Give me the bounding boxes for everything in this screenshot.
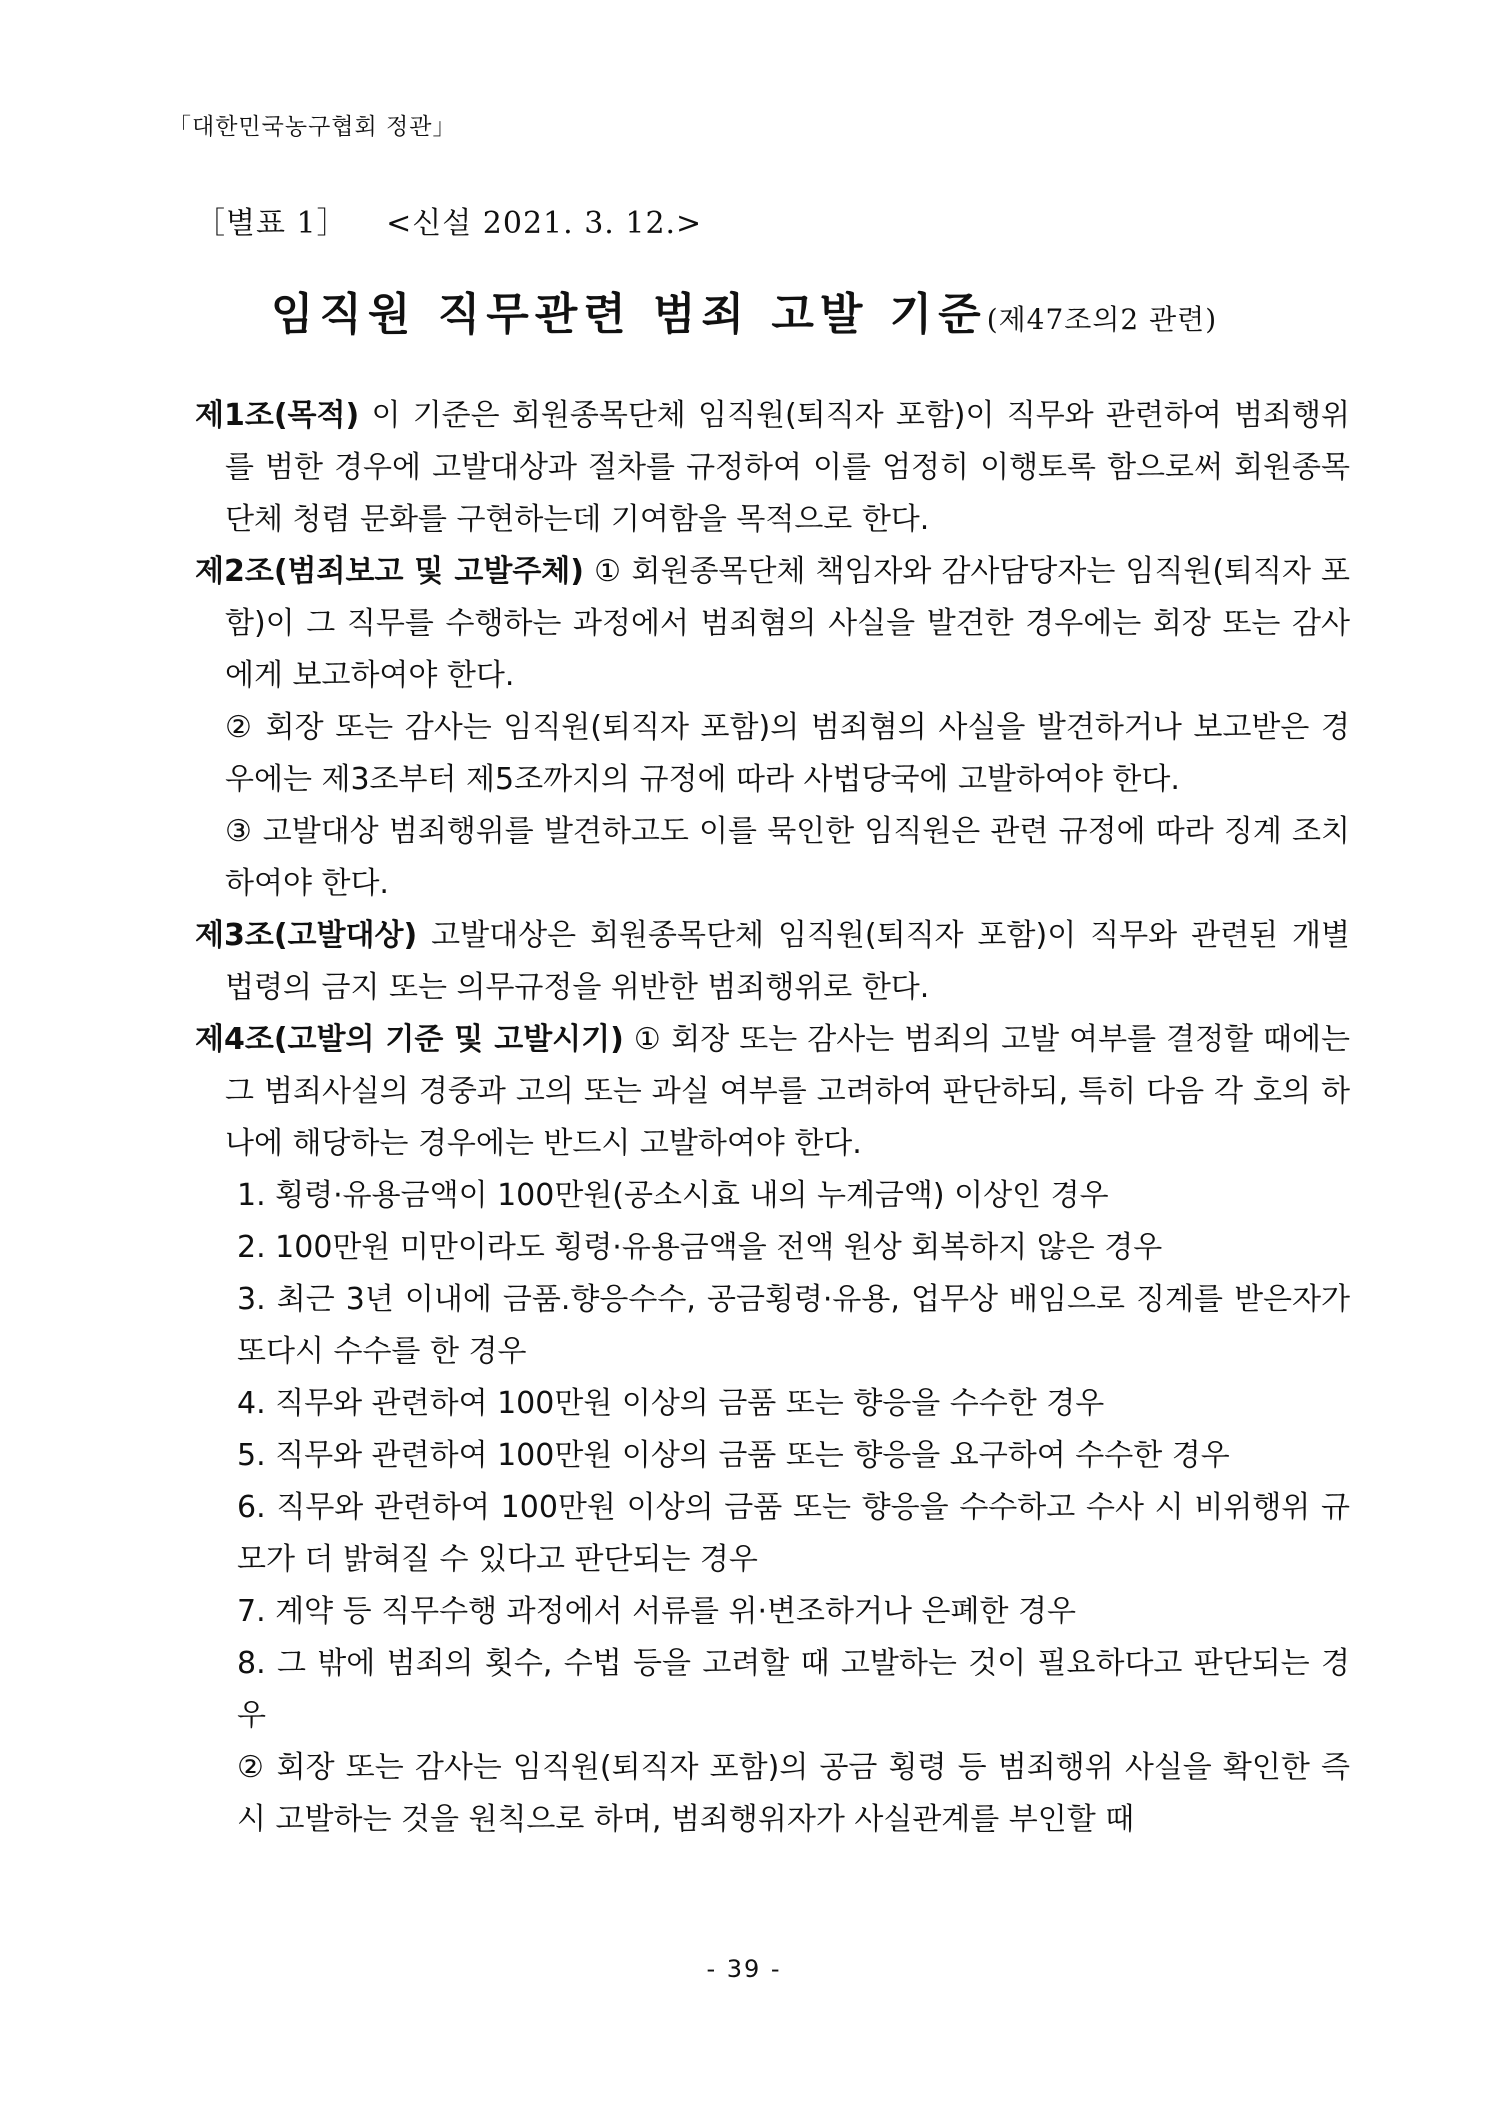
article-4-para-2: ② 회장 또는 감사는 임직원(퇴직자 포함)의 공금 횡령 등 범죄행위 사실을 확인한 즉시 고발하는 것을 원칙으로 하며, 범죄행위자가 사실관계를 부인할 때 [237, 1750, 1350, 1837]
page-title-sub: (제47조의2 관련) [986, 303, 1218, 336]
article-4-item-5: 5. 직무와 관련하여 100만원 이상의 금품 또는 향응을 요구하여 수수한 경우 [237, 1438, 1230, 1473]
article-3 [195, 910, 1350, 1014]
article-1 [195, 390, 1350, 546]
page-number: - 39 - [706, 1955, 782, 1983]
article-1-heading: 제1조(목적) [195, 398, 360, 433]
annex-label: ［별표 1］ [195, 206, 348, 241]
article-4-item-6: 6. 직무와 관련하여 100만원 이상의 금품 또는 향응을 수수하고 수사 시 비위행위 규모가 더 밝혀질 수 있다고 판단되는 경우 [237, 1490, 1350, 1577]
page-title [0, 278, 1488, 342]
article-4-item-2: 2. 100만원 미만이라도 횡령·유용금액을 전액 원상 회복하지 않은 경우 [237, 1230, 1163, 1265]
article-4-text: ① 회장 또는 감사는 범죄의 고발 여부를 결정할 때에는 그 범죄사실의 경중과 고의 또는 과실 여부를 고려하여 판단하되, 특히 다음 각 호의 하나에 해당하는 경우에는 반드시 고발하여야 한다. [225, 1022, 1350, 1161]
annex-revision-note: <신설 2021. 3. 12.> [386, 206, 703, 241]
article-1-text: 이 기준은 회원종목단체 임직원(퇴직자 포함)이 직무와 관련하여 범죄행위를 범한 경우에 고발대상과 절차를 규정하여 이를 엄정히 이행토록 함으로써 회원종목단체 청렴 문화를 구현하는데 기여함을 목적으로 한다. [225, 398, 1350, 537]
article-4 [195, 1014, 1350, 1170]
article-4-item-3: 3. 최근 3년 이내에 금품.향응수수, 공금횡령·유용, 업무상 배임으로 징계를 받은자가 또다시 수수를 한 경우 [237, 1282, 1350, 1369]
article-2-para-2: ② 회장 또는 감사는 임직원(퇴직자 포함)의 범죄혐의 사실을 발견하거나 보고받은 경우에는 제3조부터 제5조까지의 규정에 따라 사법당국에 고발하여야 한다. [225, 710, 1350, 797]
article-4-item-7: 7. 계약 등 직무수행 과정에서 서류를 위·변조하거나 은폐한 경우 [237, 1594, 1076, 1629]
article-2-heading: 제2조(범죄보고 및 고발주체) [195, 554, 585, 589]
page-title-main: 임직원 직무관련 범죄 고발 기준 [270, 289, 987, 340]
article-2 [195, 546, 1350, 702]
article-2-text: ① 회원종목단체 책임자와 감사담당자는 임직원(퇴직자 포함)이 그 직무를 수행하는 과정에서 범죄혐의 사실을 발견한 경우에는 회장 또는 감사에게 보고하여야 한다. [225, 554, 1351, 693]
article-3-text: 고발대상은 회원종목단체 임직원(퇴직자 포함)이 직무와 관련된 개별 법령의 금지 또는 의무규정을 위반한 범죄행위로 한다. [225, 918, 1350, 1005]
annex-line [195, 198, 730, 242]
document-body [195, 390, 1350, 1846]
article-2-para-3: ③ 고발대상 범죄행위를 발견하고도 이를 묵인한 임직원은 관련 규정에 따라 징계 조치하여야 한다. [225, 814, 1350, 901]
article-3-heading: 제3조(고발대상) [195, 918, 418, 953]
article-4-item-4: 4. 직무와 관련하여 100만원 이상의 금품 또는 향응을 수수한 경우 [237, 1386, 1105, 1421]
article-4-heading: 제4조(고발의 기준 및 고발시기) [195, 1022, 624, 1057]
document-header-label: 「대한민국농구협회 정관」 [168, 114, 457, 140]
article-4-item-8: 8. 그 밖에 범죄의 횟수, 수법 등을 고려할 때 고발하는 것이 필요하다고 판단되는 경우 [237, 1646, 1350, 1733]
article-4-item-1: 1. 횡령·유용금액이 100만원(공소시효 내의 누계금액) 이상인 경우 [237, 1178, 1109, 1213]
